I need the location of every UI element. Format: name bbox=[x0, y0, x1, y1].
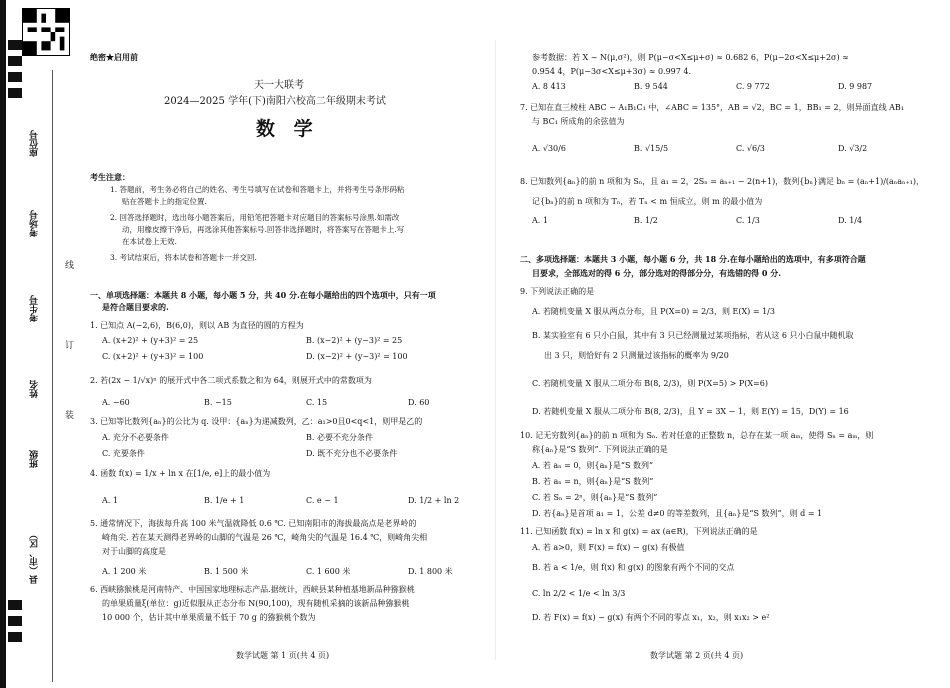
page-divider bbox=[495, 40, 496, 660]
question-1: 1. 已知点 A(−2,6)，B(6,0)，则以 AB 为直径的圆的方程为 bbox=[90, 321, 304, 330]
q3-option-a: A. 充分不必要条件 bbox=[102, 433, 169, 442]
black-border-strip bbox=[0, 0, 6, 688]
q3-option-c: C. 充要条件 bbox=[102, 449, 145, 458]
note-line: 贴在答题卡上的指定位置. bbox=[122, 197, 207, 206]
q9-option-b-cont: 出 3 只，则恰好有 2 只测量过该指标的概率为 9/20 bbox=[544, 351, 729, 360]
page-1-footer: 数学试题 第 1 页(共 4 页) bbox=[236, 651, 330, 660]
notes-title: 考生注意： bbox=[90, 172, 130, 182]
q2-option-a: A. −60 bbox=[102, 398, 130, 407]
q5-option-b: B. 1 500 米 bbox=[204, 567, 249, 576]
exam-page-2 bbox=[518, 0, 923, 688]
q5-option-a: A. 1 200 米 bbox=[102, 567, 147, 576]
q6-option-d: D. 9 987 bbox=[838, 82, 873, 91]
page-2-footer: 数学试题 第 2 页(共 4 页) bbox=[650, 651, 744, 660]
section-1-heading-cont: 是符合题目要求的. bbox=[102, 302, 169, 312]
subject-title: 数 学 bbox=[256, 118, 319, 140]
field-name: 姓名 bbox=[30, 380, 40, 398]
q4-option-c: C. e − 1 bbox=[306, 496, 339, 505]
q8-option-c: C. 1/3 bbox=[736, 216, 760, 225]
field-class: 班级 bbox=[30, 450, 40, 468]
note-line: 在本试卷上无效. bbox=[122, 237, 177, 246]
question-10-line: 10. 记无穷数列{aₙ}的前 n 项和为 Sₙ. 若对任意的正整数 n，总存在某一项 aₘ，使得 Sₙ = aₘ，则 bbox=[520, 431, 874, 440]
question-11: 11. 已知函数 f(x) = ln x 和 g(x) = ax (a∈R)，下列说法正确的是 bbox=[520, 527, 758, 536]
qr-code-icon bbox=[22, 8, 70, 56]
sync-mark bbox=[8, 600, 22, 610]
note-line: 1. 答题前，考生务必将自己的姓名、考生号填写在试卷和答题卡上，并将考生号条形码粘 bbox=[110, 185, 405, 194]
seal-line-char: 订 bbox=[63, 340, 73, 349]
q10-option-d: D. 若{aₙ}是首项 a₁ = 1，公差 d≠0 的等差数列，且{aₙ}是“S 数列”，则 d = 1 bbox=[532, 509, 823, 518]
question-10-line: 称{aₙ}是“S 数列”. 下列说法正确的是 bbox=[532, 445, 668, 454]
q10-option-a: A. 若 aₙ = 0，则{aₙ}是“S 数列” bbox=[532, 461, 654, 470]
sync-mark bbox=[8, 616, 22, 626]
q5-option-d: D. 1 800 米 bbox=[408, 567, 453, 576]
q1-option-b: B. (x−2)² + (y−3)² = 25 bbox=[306, 336, 403, 345]
q8-option-a: A. 1 bbox=[532, 216, 548, 225]
question-8-line: 8. 已知数列{aₙ}的前 n 项和为 Sₙ，且 a₁ = 2，2Sₙ = aₙ₊₁ − 2(n+1)，数列{bₙ}满足 bₙ = (aₙ+1)/(aₙaₙ₊₁)， bbox=[520, 177, 925, 186]
question-4: 4. 函数 f(x) = 1/x + ln x 在[1/e, e]上的最小值为 bbox=[90, 469, 271, 478]
note-line: 2. 回答选择题时，选出每小题答案后，用铅笔把答题卡对应题目的答案标号涂黑.如需改 bbox=[110, 213, 400, 222]
q8-option-d: D. 1/4 bbox=[838, 216, 863, 225]
q2-option-b: B. −15 bbox=[204, 398, 232, 407]
exam-title: 2024—2025 学年(下)南阳六校高二年级期末考试 bbox=[164, 96, 386, 107]
question-5-line: 对于山脚的高度是 bbox=[102, 547, 166, 556]
q9-option-c: C. 若随机变量 X 服从二项分布 B(8, 2/3)，则 P(X=5) > P(X=6) bbox=[532, 379, 768, 388]
q11-option-c: C. ln 2/2 < 1/e < ln 3/3 bbox=[532, 589, 626, 598]
field-room-no: 考场号 bbox=[30, 210, 40, 237]
secret-label: 绝密★启用前 bbox=[90, 52, 138, 62]
question-7-line: 与 BC₁ 所成角的余弦值为 bbox=[532, 117, 625, 126]
q2-option-d: D. 60 bbox=[408, 398, 430, 407]
sync-mark bbox=[8, 88, 22, 98]
reference-data-line: 0.954 4，P(μ−3σ<X≤μ+3σ) ≈ 0.997 4. bbox=[532, 67, 692, 76]
q1-option-d: D. (x−2)² + (y−3)² = 100 bbox=[306, 352, 408, 361]
q4-option-a: A. 1 bbox=[102, 496, 118, 505]
q9-option-d: D. 若随机变量 X 服从二项分布 B(8, 2/3)，且 Y = 3X − 1，则 E(Y) = 15，D(Y) = 16 bbox=[532, 407, 849, 416]
q11-option-b: B. 若 a < 1/e，则 f(x) 和 g(x) 的图象有两个不同的交点 bbox=[532, 563, 735, 572]
q10-option-c: C. 若 Sₙ = 2ⁿ，则{aₙ}是“S 数列” bbox=[532, 493, 658, 502]
section-2-heading-cont: 目要求，全部选对的得 6 分，部分选对的得部分分，有选错的得 0 分. bbox=[532, 268, 782, 278]
q8-option-b: B. 1/2 bbox=[634, 216, 658, 225]
q1-option-c: C. (x+2)² + (y+3)² = 100 bbox=[102, 352, 204, 361]
q4-option-b: B. 1/e + 1 bbox=[204, 496, 245, 505]
field-seat-no: 座位号 bbox=[30, 130, 40, 157]
question-5-line: 5. 通常情况下，海拔每升高 100 米气温就降低 0.6 ℃. 已知南阳市的海拔最高点是老界岭的 bbox=[90, 519, 417, 528]
q9-option-b: B. 某实验室有 6 只小白鼠，其中有 3 只已经测量过某项指标，若从这 6 只小白鼠中随机取 bbox=[532, 331, 854, 340]
q7-option-c: C. √6/3 bbox=[736, 144, 765, 153]
binding-line bbox=[52, 70, 53, 682]
seal-line-char: 线 bbox=[63, 260, 73, 269]
q6-option-b: B. 9 544 bbox=[634, 82, 668, 91]
section-2-heading: 二、多项选择题：本题共 3 小题，每小题 6 分，共 18 分.在每小题给出的选项中，有多项符合题 bbox=[520, 254, 866, 264]
field-exam-no: 考生号 bbox=[30, 295, 40, 322]
reference-data-line: 参考数据：若 X ~ N(μ,σ²)，则 P(μ−σ<X≤μ+σ) ≈ 0.682 6，P(μ−2σ<X≤μ+2σ) ≈ bbox=[532, 53, 849, 62]
q11-option-a: A. 若 a>0，则 F(x) = f(x) − g(x) 有极值 bbox=[532, 543, 685, 552]
question-3: 3. 已知等比数列{aₙ}的公比为 q. 设甲：{aₙ}为递减数列，乙：a₁>0且0<q<1，则甲是乙的 bbox=[90, 417, 423, 426]
question-7-line: 7. 已知在直三棱柱 ABC − A₁B₁C₁ 中，∠ABC = 135°，AB = √2，BC = 1，BB₁ = 2，则异面直线 AB₁ bbox=[520, 103, 904, 112]
note-line: 动，用橡皮擦干净后，再选涂其他答案标号.回答非选择题时，将答案写在答题卡上.写 bbox=[122, 225, 405, 234]
q7-option-b: B. √15/5 bbox=[634, 144, 669, 153]
q1-option-a: A. (x+2)² + (y+3)² = 25 bbox=[102, 336, 199, 345]
organizer: 天一大联考 bbox=[254, 80, 304, 91]
exam-page-1 bbox=[88, 0, 480, 688]
q5-option-c: C. 1 600 米 bbox=[306, 567, 351, 576]
q11-option-d: D. 若 F(x) = f(x) − g(x) 有两个不同的零点 x₁，x₂，则 x₁x₂ > e² bbox=[532, 613, 770, 622]
question-6-line: 10 000 个，估计其中单果质量不低于 70 g 的猕猴桃个数为 bbox=[102, 613, 316, 622]
section-1-heading: 一、单项选择题：本题共 8 小题，每小题 5 分，共 40 分.在每小题给出的四个选项中，只有一项 bbox=[90, 290, 436, 300]
q3-option-b: B. 必要不充分条件 bbox=[306, 433, 373, 442]
note-line: 3. 考试结束后，将本试卷和答题卡一并交回. bbox=[110, 253, 257, 262]
sync-mark bbox=[8, 56, 22, 66]
q6-option-c: C. 9 772 bbox=[736, 82, 770, 91]
question-6-line: 6. 西峡猕猴桃是河南特产、中国国家地理标志产品.据统计，西峡县某种植基地新品种猕猴桃 bbox=[90, 585, 415, 594]
q10-option-b: B. 若 aₙ = n，则{aₙ}是“S 数列” bbox=[532, 477, 654, 486]
q2-option-c: C. 15 bbox=[306, 398, 328, 407]
field-county: 县（市、区） bbox=[30, 530, 40, 584]
q7-option-d: D. √3/2 bbox=[838, 144, 868, 153]
question-8-line: 记{bₙ}的前 n 项和为 Tₙ，若 Tₙ < m 恒成立，则 m 的最小值为 bbox=[532, 197, 763, 206]
q4-option-d: D. 1/2 + ln 2 bbox=[408, 496, 460, 505]
sync-mark bbox=[8, 40, 22, 50]
seal-line-char: 装 bbox=[63, 410, 73, 419]
binding-margin bbox=[0, 0, 80, 688]
sync-mark bbox=[8, 632, 22, 642]
q7-option-a: A. √30/6 bbox=[532, 144, 566, 153]
q3-option-d: D. 既不充分也不必要条件 bbox=[306, 449, 398, 458]
question-2: 2. 若(2x − 1/√x)ⁿ 的展开式中各二项式系数之和为 64，则展开式中的常数项为 bbox=[90, 376, 372, 385]
question-9: 9. 下列说法正确的是 bbox=[520, 287, 595, 296]
sync-mark bbox=[8, 72, 22, 82]
question-5-line: 崎角尖. 若在某天测得老界岭的山脚的气温是 26 ℃，崎角尖的气温是 16.4 ℃，则崎角尖相 bbox=[102, 533, 428, 542]
question-6-line: 的单果质量ξ(单位：g)近似服从正态分布 N(90,100)，现有随机采摘的该新品种猕猴桃 bbox=[102, 599, 410, 608]
q6-option-a: A. 8 413 bbox=[532, 82, 566, 91]
q9-option-a: A. 若随机变量 X 服从两点分布，且 P(X=0) = 2/3，则 E(X) = 1/3 bbox=[532, 307, 775, 316]
